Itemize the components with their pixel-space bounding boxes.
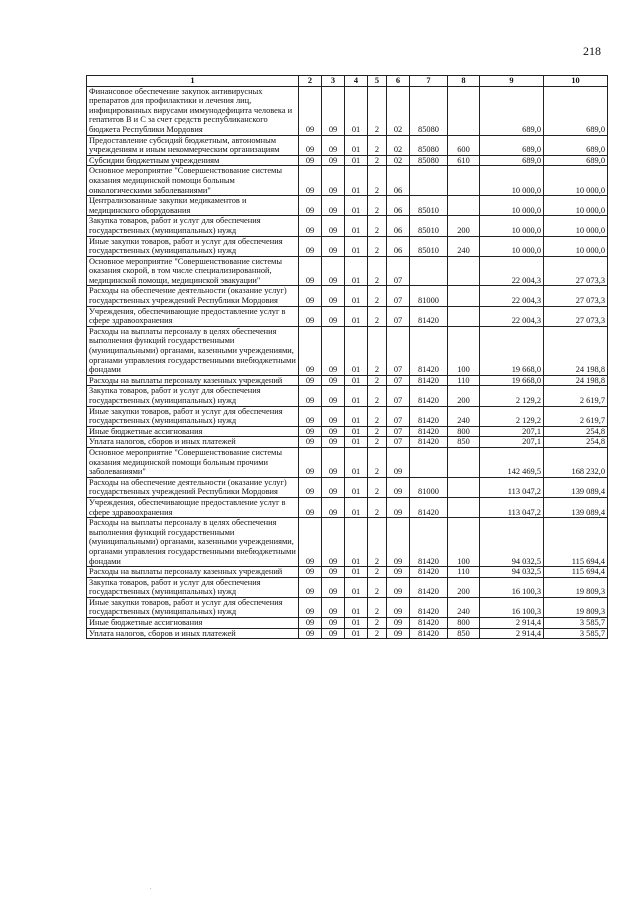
code-col8: 200 — [448, 386, 480, 406]
amount-col9: 2 129,2 — [480, 406, 544, 426]
code-col2: 09 — [299, 567, 322, 578]
amount-col10: 24 198,8 — [544, 375, 608, 386]
code-col3: 09 — [322, 597, 345, 617]
code-col6: 07 — [387, 306, 410, 326]
code-col2: 09 — [299, 286, 322, 306]
code-col8: 100 — [448, 326, 480, 375]
table-row — [87, 406, 608, 426]
code-col7: 85080 — [410, 86, 448, 135]
amount-col10: 10 000,0 — [544, 196, 608, 216]
column-header-6: 6 — [387, 76, 410, 87]
code-col7: 81000 — [410, 477, 448, 497]
item-name: Основное мероприятие "Совершенствование системы оказания скорой, в том числе специализированной, медицинской помощи, медицинской эвакуации" — [87, 256, 299, 286]
table-row — [87, 567, 608, 578]
code-col7: 81420 — [410, 306, 448, 326]
header-row — [87, 76, 608, 87]
code-col8: 240 — [448, 236, 480, 256]
code-col8 — [448, 447, 480, 477]
code-col7 — [410, 256, 448, 286]
code-col3: 09 — [322, 236, 345, 256]
code-col7: 81420 — [410, 497, 448, 517]
code-col6: 02 — [387, 135, 410, 155]
code-col4: 01 — [345, 166, 368, 196]
code-col3: 09 — [322, 577, 345, 597]
code-col3: 09 — [322, 286, 345, 306]
code-col8: 850 — [448, 437, 480, 448]
table-row — [87, 628, 608, 639]
code-col5: 2 — [368, 86, 387, 135]
code-col7: 85080 — [410, 135, 448, 155]
code-col2: 09 — [299, 375, 322, 386]
amount-col9: 22 004,3 — [480, 306, 544, 326]
code-col6: 06 — [387, 166, 410, 196]
code-col5: 2 — [368, 386, 387, 406]
table-row — [87, 196, 608, 216]
code-col4: 01 — [345, 306, 368, 326]
code-col8: 110 — [448, 375, 480, 386]
code-col3: 09 — [322, 618, 345, 629]
code-col2: 09 — [299, 135, 322, 155]
amount-col10: 254,8 — [544, 437, 608, 448]
code-col6: 06 — [387, 216, 410, 236]
table-row — [87, 135, 608, 155]
code-col6: 02 — [387, 155, 410, 166]
amount-col9: 10 000,0 — [480, 216, 544, 236]
table-row — [87, 426, 608, 437]
code-col8: 100 — [448, 518, 480, 567]
code-col3: 09 — [322, 497, 345, 517]
code-col5: 2 — [368, 618, 387, 629]
column-header-8: 8 — [448, 76, 480, 87]
code-col2: 09 — [299, 437, 322, 448]
code-col2: 09 — [299, 497, 322, 517]
code-col5: 2 — [368, 518, 387, 567]
amount-col9: 113 047,2 — [480, 497, 544, 517]
amount-col9: 207,1 — [480, 426, 544, 437]
code-col5: 2 — [368, 306, 387, 326]
code-col5: 2 — [368, 166, 387, 196]
code-col2: 09 — [299, 477, 322, 497]
amount-col9: 207,1 — [480, 437, 544, 448]
code-col5: 2 — [368, 426, 387, 437]
code-col5: 2 — [368, 628, 387, 639]
amount-col10: 689,0 — [544, 155, 608, 166]
code-col5: 2 — [368, 375, 387, 386]
code-col8 — [448, 477, 480, 497]
code-col2: 09 — [299, 386, 322, 406]
amount-col9: 16 100,3 — [480, 577, 544, 597]
amount-col10: 689,0 — [544, 86, 608, 135]
code-col5: 2 — [368, 286, 387, 306]
amount-col10: 27 073,3 — [544, 286, 608, 306]
column-header-1: 1 — [87, 76, 299, 87]
column-header-7: 7 — [410, 76, 448, 87]
item-name: Расходы на выплаты персоналу в целях обеспечения выполнения функций государственными (муниципальными) органами, казенными учреждениями, органами управления государственными внебюджетными фондами — [87, 326, 299, 375]
item-name: Расходы на обеспечение деятельности (оказание услуг) государственных учреждений Республики Мордовия — [87, 477, 299, 497]
code-col4: 01 — [345, 256, 368, 286]
item-name: Расходы на выплаты персоналу казенных учреждений — [87, 375, 299, 386]
code-col5: 2 — [368, 236, 387, 256]
code-col4: 01 — [345, 477, 368, 497]
item-name: Расходы на выплаты персоналу в целях обеспечения выполнения функций государственными (муниципальными) органами, казенными учреждениями, органами управления государственными внебюджетными фондами — [87, 518, 299, 567]
item-name: Закупка товаров, работ и услуг для обеспечения государственных (муниципальных) нужд — [87, 577, 299, 597]
code-col2: 09 — [299, 306, 322, 326]
code-col3: 09 — [322, 256, 345, 286]
code-col8: 800 — [448, 426, 480, 437]
code-col6: 09 — [387, 497, 410, 517]
code-col5: 2 — [368, 256, 387, 286]
code-col6: 07 — [387, 426, 410, 437]
amount-col9: 22 004,3 — [480, 256, 544, 286]
amount-col10: 139 089,4 — [544, 477, 608, 497]
code-col8 — [448, 497, 480, 517]
item-name: Учреждения, обеспечивающие предоставление услуг в сфере здравоохранения — [87, 306, 299, 326]
item-name: Расходы на выплаты персоналу казенных учреждений — [87, 567, 299, 578]
amount-col10: 168 232,0 — [544, 447, 608, 477]
code-col2: 09 — [299, 518, 322, 567]
table-row — [87, 437, 608, 448]
code-col7: 85010 — [410, 236, 448, 256]
code-col7: 81420 — [410, 426, 448, 437]
item-name: Расходы на обеспечение деятельности (оказание услуг) государственных учреждений Республики Мордовия — [87, 286, 299, 306]
code-col2: 09 — [299, 597, 322, 617]
code-col5: 2 — [368, 216, 387, 236]
table-row — [87, 497, 608, 517]
code-col4: 01 — [345, 447, 368, 477]
code-col7: 85010 — [410, 216, 448, 236]
code-col8 — [448, 306, 480, 326]
table-row — [87, 477, 608, 497]
code-col6: 07 — [387, 406, 410, 426]
code-col4: 01 — [345, 618, 368, 629]
amount-col10: 254,8 — [544, 426, 608, 437]
code-col8 — [448, 286, 480, 306]
table-row — [87, 375, 608, 386]
budget-table — [86, 75, 608, 639]
code-col7: 81420 — [410, 628, 448, 639]
code-col7 — [410, 447, 448, 477]
code-col3: 09 — [322, 406, 345, 426]
code-col2: 09 — [299, 86, 322, 135]
code-col5: 2 — [368, 577, 387, 597]
amount-col9: 94 032,5 — [480, 567, 544, 578]
code-col5: 2 — [368, 326, 387, 375]
column-header-10: 10 — [544, 76, 608, 87]
amount-col10: 139 089,4 — [544, 497, 608, 517]
code-col4: 01 — [345, 497, 368, 517]
code-col2: 09 — [299, 577, 322, 597]
amount-col10: 27 073,3 — [544, 256, 608, 286]
code-col6: 02 — [387, 86, 410, 135]
code-col6: 07 — [387, 386, 410, 406]
table-row — [87, 86, 608, 135]
code-col7: 81420 — [410, 386, 448, 406]
item-name: Основное мероприятие "Совершенствование системы оказания медицинской помощи больным онкологическими заболеваниями" — [87, 166, 299, 196]
code-col3: 09 — [322, 216, 345, 236]
code-col7 — [410, 166, 448, 196]
code-col8: 200 — [448, 216, 480, 236]
code-col3: 09 — [322, 567, 345, 578]
amount-col9: 113 047,2 — [480, 477, 544, 497]
amount-col10: 3 585,7 — [544, 618, 608, 629]
amount-col10: 10 000,0 — [544, 216, 608, 236]
code-col4: 01 — [345, 196, 368, 216]
code-col4: 01 — [345, 437, 368, 448]
code-col3: 09 — [322, 326, 345, 375]
code-col3: 09 — [322, 447, 345, 477]
code-col2: 09 — [299, 166, 322, 196]
code-col2: 09 — [299, 618, 322, 629]
code-col6: 09 — [387, 577, 410, 597]
amount-col9: 10 000,0 — [480, 196, 544, 216]
code-col3: 09 — [322, 426, 345, 437]
code-col4: 01 — [345, 426, 368, 437]
page-number: 218 — [583, 44, 601, 58]
amount-col9: 2 914,4 — [480, 628, 544, 639]
code-col5: 2 — [368, 406, 387, 426]
code-col6: 09 — [387, 518, 410, 567]
code-col8: 600 — [448, 135, 480, 155]
code-col4: 01 — [345, 216, 368, 236]
code-col4: 01 — [345, 326, 368, 375]
amount-col10: 27 073,3 — [544, 306, 608, 326]
code-col8 — [448, 86, 480, 135]
code-col5: 2 — [368, 567, 387, 578]
code-col3: 09 — [322, 477, 345, 497]
item-name: Уплата налогов, сборов и иных платежей — [87, 628, 299, 639]
amount-col10: 689,0 — [544, 135, 608, 155]
amount-col9: 2 129,2 — [480, 386, 544, 406]
code-col4: 01 — [345, 567, 368, 578]
code-col2: 09 — [299, 326, 322, 375]
amount-col10: 19 809,3 — [544, 597, 608, 617]
code-col5: 2 — [368, 447, 387, 477]
table-row — [87, 577, 608, 597]
code-col7: 81420 — [410, 577, 448, 597]
code-col2: 09 — [299, 256, 322, 286]
code-col3: 09 — [322, 166, 345, 196]
item-name: Финансовое обеспечение закупок антивирусных препаратов для профилактики и лечения лиц, инфицированных вирусами иммунодефицита человека и гепатитов В и С за счет средств республиканского бюджета Республики Мордовия — [87, 86, 299, 135]
amount-col9: 142 469,5 — [480, 447, 544, 477]
code-col3: 09 — [322, 386, 345, 406]
code-col8: 800 — [448, 618, 480, 629]
code-col7: 81420 — [410, 597, 448, 617]
item-name: Учреждения, обеспечивающие предоставление услуг в сфере здравоохранения — [87, 497, 299, 517]
code-col4: 01 — [345, 236, 368, 256]
code-col4: 01 — [345, 375, 368, 386]
code-col8: 200 — [448, 577, 480, 597]
item-name: Предоставление субсидий бюджетным, автономным учреждениям и иным некоммерческим организациям — [87, 135, 299, 155]
code-col4: 01 — [345, 597, 368, 617]
code-col2: 09 — [299, 628, 322, 639]
code-col6: 09 — [387, 597, 410, 617]
table-row — [87, 306, 608, 326]
item-name: Уплата налогов, сборов и иных платежей — [87, 437, 299, 448]
code-col6: 07 — [387, 326, 410, 375]
code-col7: 85080 — [410, 155, 448, 166]
code-col8: 240 — [448, 406, 480, 426]
item-name: Иные бюджетные ассигнования — [87, 426, 299, 437]
code-col8: 610 — [448, 155, 480, 166]
code-col8 — [448, 196, 480, 216]
code-col7: 81000 — [410, 286, 448, 306]
item-name: Иные закупки товаров, работ и услуг для обеспечения государственных (муниципальных) нужд — [87, 236, 299, 256]
code-col2: 09 — [299, 236, 322, 256]
amount-col10: 2 619,7 — [544, 406, 608, 426]
amount-col9: 689,0 — [480, 86, 544, 135]
code-col3: 09 — [322, 437, 345, 448]
code-col3: 09 — [322, 628, 345, 639]
code-col4: 01 — [345, 386, 368, 406]
code-col4: 01 — [345, 577, 368, 597]
amount-col9: 19 668,0 — [480, 326, 544, 375]
code-col6: 07 — [387, 286, 410, 306]
code-col5: 2 — [368, 155, 387, 166]
table-row — [87, 326, 608, 375]
code-col8 — [448, 166, 480, 196]
code-col5: 2 — [368, 597, 387, 617]
code-col5: 2 — [368, 196, 387, 216]
code-col8 — [448, 256, 480, 286]
table-body — [87, 86, 608, 639]
code-col3: 09 — [322, 155, 345, 166]
code-col6: 09 — [387, 618, 410, 629]
amount-col10: 10 000,0 — [544, 166, 608, 196]
code-col4: 01 — [345, 135, 368, 155]
table-row — [87, 386, 608, 406]
amount-col10: 2 619,7 — [544, 386, 608, 406]
code-col7: 81420 — [410, 518, 448, 567]
code-col6: 07 — [387, 375, 410, 386]
table-row — [87, 618, 608, 629]
code-col4: 01 — [345, 286, 368, 306]
table-row — [87, 597, 608, 617]
amount-col9: 94 032,5 — [480, 518, 544, 567]
code-col2: 09 — [299, 155, 322, 166]
amount-col9: 10 000,0 — [480, 166, 544, 196]
code-col2: 09 — [299, 447, 322, 477]
amount-col10: 24 198,8 — [544, 326, 608, 375]
code-col4: 01 — [345, 86, 368, 135]
code-col7: 81420 — [410, 567, 448, 578]
code-col8: 110 — [448, 567, 480, 578]
amount-col10: 19 809,3 — [544, 577, 608, 597]
code-col7: 81420 — [410, 437, 448, 448]
item-name: Субсидии бюджетным учреждениям — [87, 155, 299, 166]
amount-col9: 16 100,3 — [480, 597, 544, 617]
code-col2: 09 — [299, 196, 322, 216]
code-col2: 09 — [299, 426, 322, 437]
code-col3: 09 — [322, 86, 345, 135]
code-col5: 2 — [368, 437, 387, 448]
code-col7: 85010 — [410, 196, 448, 216]
column-header-5: 5 — [368, 76, 387, 87]
column-header-3: 3 — [322, 76, 345, 87]
code-col3: 09 — [322, 306, 345, 326]
code-col7: 81420 — [410, 375, 448, 386]
code-col4: 01 — [345, 628, 368, 639]
amount-col10: 115 694,4 — [544, 518, 608, 567]
table-row — [87, 286, 608, 306]
footer-mark: . — [150, 885, 152, 891]
table-row — [87, 155, 608, 166]
column-header-9: 9 — [480, 76, 544, 87]
amount-col9: 10 000,0 — [480, 236, 544, 256]
table-row — [87, 256, 608, 286]
table-row — [87, 518, 608, 567]
code-col7: 81420 — [410, 406, 448, 426]
code-col6: 09 — [387, 628, 410, 639]
amount-col9: 22 004,3 — [480, 286, 544, 306]
code-col3: 09 — [322, 375, 345, 386]
code-col6: 07 — [387, 256, 410, 286]
item-name: Централизованные закупки медикаментов и медицинского оборудования — [87, 196, 299, 216]
item-name: Закупка товаров, работ и услуг для обеспечения государственных (муниципальных) нужд — [87, 216, 299, 236]
code-col3: 09 — [322, 518, 345, 567]
amount-col9: 689,0 — [480, 135, 544, 155]
code-col7: 81420 — [410, 326, 448, 375]
column-header-2: 2 — [299, 76, 322, 87]
item-name: Иные бюджетные ассигнования — [87, 618, 299, 629]
code-col6: 09 — [387, 567, 410, 578]
item-name: Закупка товаров, работ и услуг для обеспечения государственных (муниципальных) нужд — [87, 386, 299, 406]
table-row — [87, 166, 608, 196]
code-col6: 06 — [387, 236, 410, 256]
code-col6: 09 — [387, 447, 410, 477]
column-header-4: 4 — [345, 76, 368, 87]
amount-col10: 115 694,4 — [544, 567, 608, 578]
code-col8: 240 — [448, 597, 480, 617]
code-col6: 07 — [387, 437, 410, 448]
code-col5: 2 — [368, 497, 387, 517]
item-name: Иные закупки товаров, работ и услуг для обеспечения государственных (муниципальных) нужд — [87, 406, 299, 426]
code-col4: 01 — [345, 518, 368, 567]
code-col2: 09 — [299, 406, 322, 426]
amount-col10: 3 585,7 — [544, 628, 608, 639]
amount-col9: 689,0 — [480, 155, 544, 166]
amount-col10: 10 000,0 — [544, 236, 608, 256]
code-col3: 09 — [322, 196, 345, 216]
code-col8: 850 — [448, 628, 480, 639]
item-name: Основное мероприятие "Совершенствование системы оказания медицинской помощи больным прочими заболеваниями" — [87, 447, 299, 477]
code-col7: 81420 — [410, 618, 448, 629]
item-name: Иные закупки товаров, работ и услуг для обеспечения государственных (муниципальных) нужд — [87, 597, 299, 617]
code-col5: 2 — [368, 477, 387, 497]
table-row — [87, 216, 608, 236]
table-row — [87, 236, 608, 256]
table-row — [87, 447, 608, 477]
code-col3: 09 — [322, 135, 345, 155]
code-col4: 01 — [345, 155, 368, 166]
code-col4: 01 — [345, 406, 368, 426]
code-col5: 2 — [368, 135, 387, 155]
amount-col9: 2 914,4 — [480, 618, 544, 629]
code-col6: 06 — [387, 196, 410, 216]
code-col6: 09 — [387, 477, 410, 497]
code-col2: 09 — [299, 216, 322, 236]
amount-col9: 19 668,0 — [480, 375, 544, 386]
